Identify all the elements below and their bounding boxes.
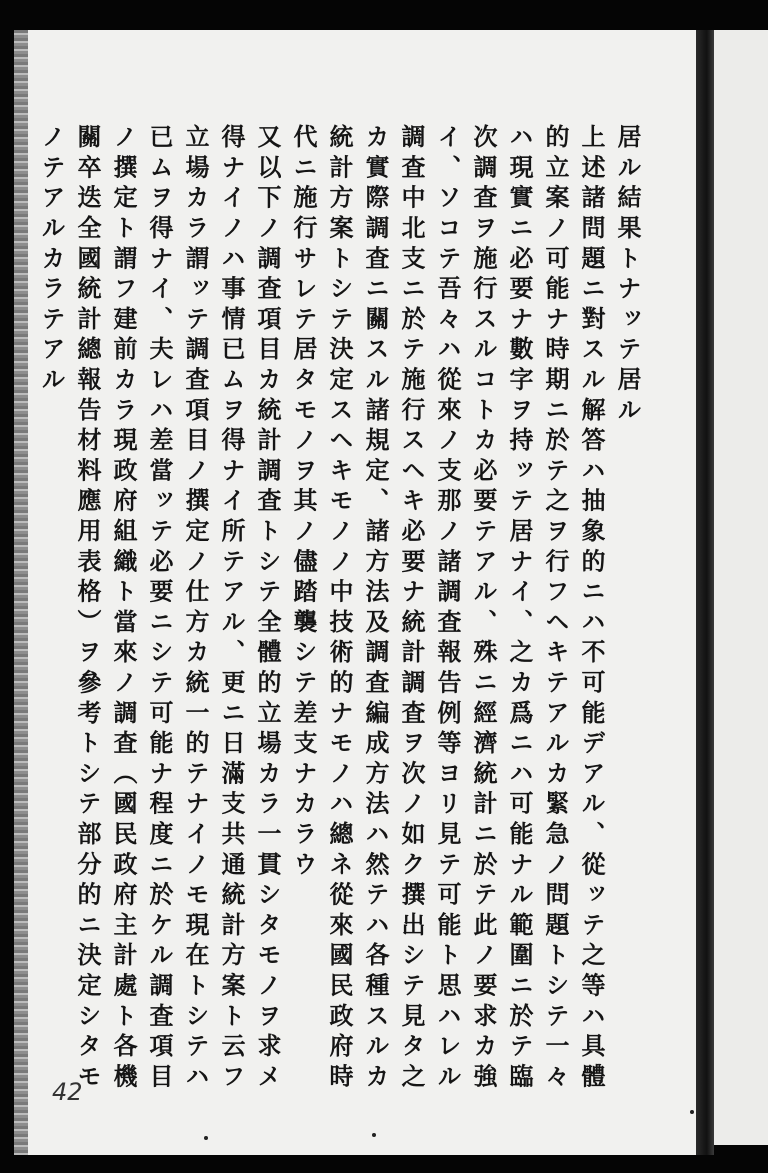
adjacent-page-edge [714, 30, 768, 1145]
text-column-15: ノ撰定ト謂フ建前カラ現政府組織ト當來ノ調査（國民政府主計處ト各機 [109, 124, 138, 1094]
text-column-6: イ、ソコテ吾々ハ從來ノ支那ノ諸調査報告例等ヨリ見テ可能ト思ハレル [433, 124, 462, 1094]
book-gutter [696, 30, 714, 1155]
text-column-11: 又以下ノ調査項目カ統計調査トシテ全體的立場カラ一貫シタモノヲ求メ [253, 124, 282, 1094]
text-column-4: ハ現實ニ必要ナ數字ヲ持ッテ居ナイ、之カ爲ニハ可能ナル範圍ニ於テ臨 [505, 124, 534, 1094]
text-column-16: 關卒迭全國統計總報告材料應用表格）ヲ參考トシテ部分的ニ決定シタモ [73, 124, 102, 1094]
text-column-8: カ實際調査ニ關スル諸規定、諸方法及調査編成方法ハ然テハ各種スルカ [361, 124, 390, 1094]
text-column-13: 立場カラ謂ッテ調査項目ノ撰定ノ仕方カ統一的テナイノモ現在トシテハ [181, 124, 210, 1094]
text-column-9: 統計方案トシテ決定スヘキモノノ中技術的ナモノハ總ネ從來國民政府時 [325, 124, 354, 1094]
text-column-17: ノテアルカラテアル [37, 124, 66, 397]
text-column-1: 居ル結果トナッテ居ル [613, 124, 642, 427]
text-column-12: 得ナイノハ事情已ムヲ得ナイ所テアル、更ニ日滿支共通統計方案ト云フ [217, 124, 246, 1094]
text-column-14: 已ムヲ得ナイ、夫レハ差當ッテ必要ニシテ可能ナ程度ニ於ケル調査項目 [145, 124, 174, 1094]
text-column-10: 代ニ施行サレテ居タモノヲ其ノ儘踏襲シテ差支ナカラウ [289, 124, 318, 882]
print-speck [372, 1133, 376, 1137]
print-speck [204, 1136, 208, 1140]
page-number: 42 [52, 1078, 83, 1106]
text-column-2: 上述諸問題ニ對スル解答ハ抽象的ニハ不可能デアル、從ッテ之等ハ具體 [577, 124, 606, 1094]
text-column-3: 的立案ノ可能ナ時期ニ於テ之ヲ行フヘキテアルカ緊急ノ問題トシテ一々 [541, 124, 570, 1094]
text-column-7: 調査中北支ニ於テ施行スヘキ必要ナ統計調査ヲ次ノ如ク撰出シテ見タ之 [397, 124, 426, 1094]
print-speck [690, 1110, 694, 1114]
binding-edge [14, 30, 28, 1155]
text-column-5: 次調査ヲ施行スルコトカ必要テアル、殊ニ經濟統計ニ於テ此ノ要求カ強 [469, 124, 498, 1094]
